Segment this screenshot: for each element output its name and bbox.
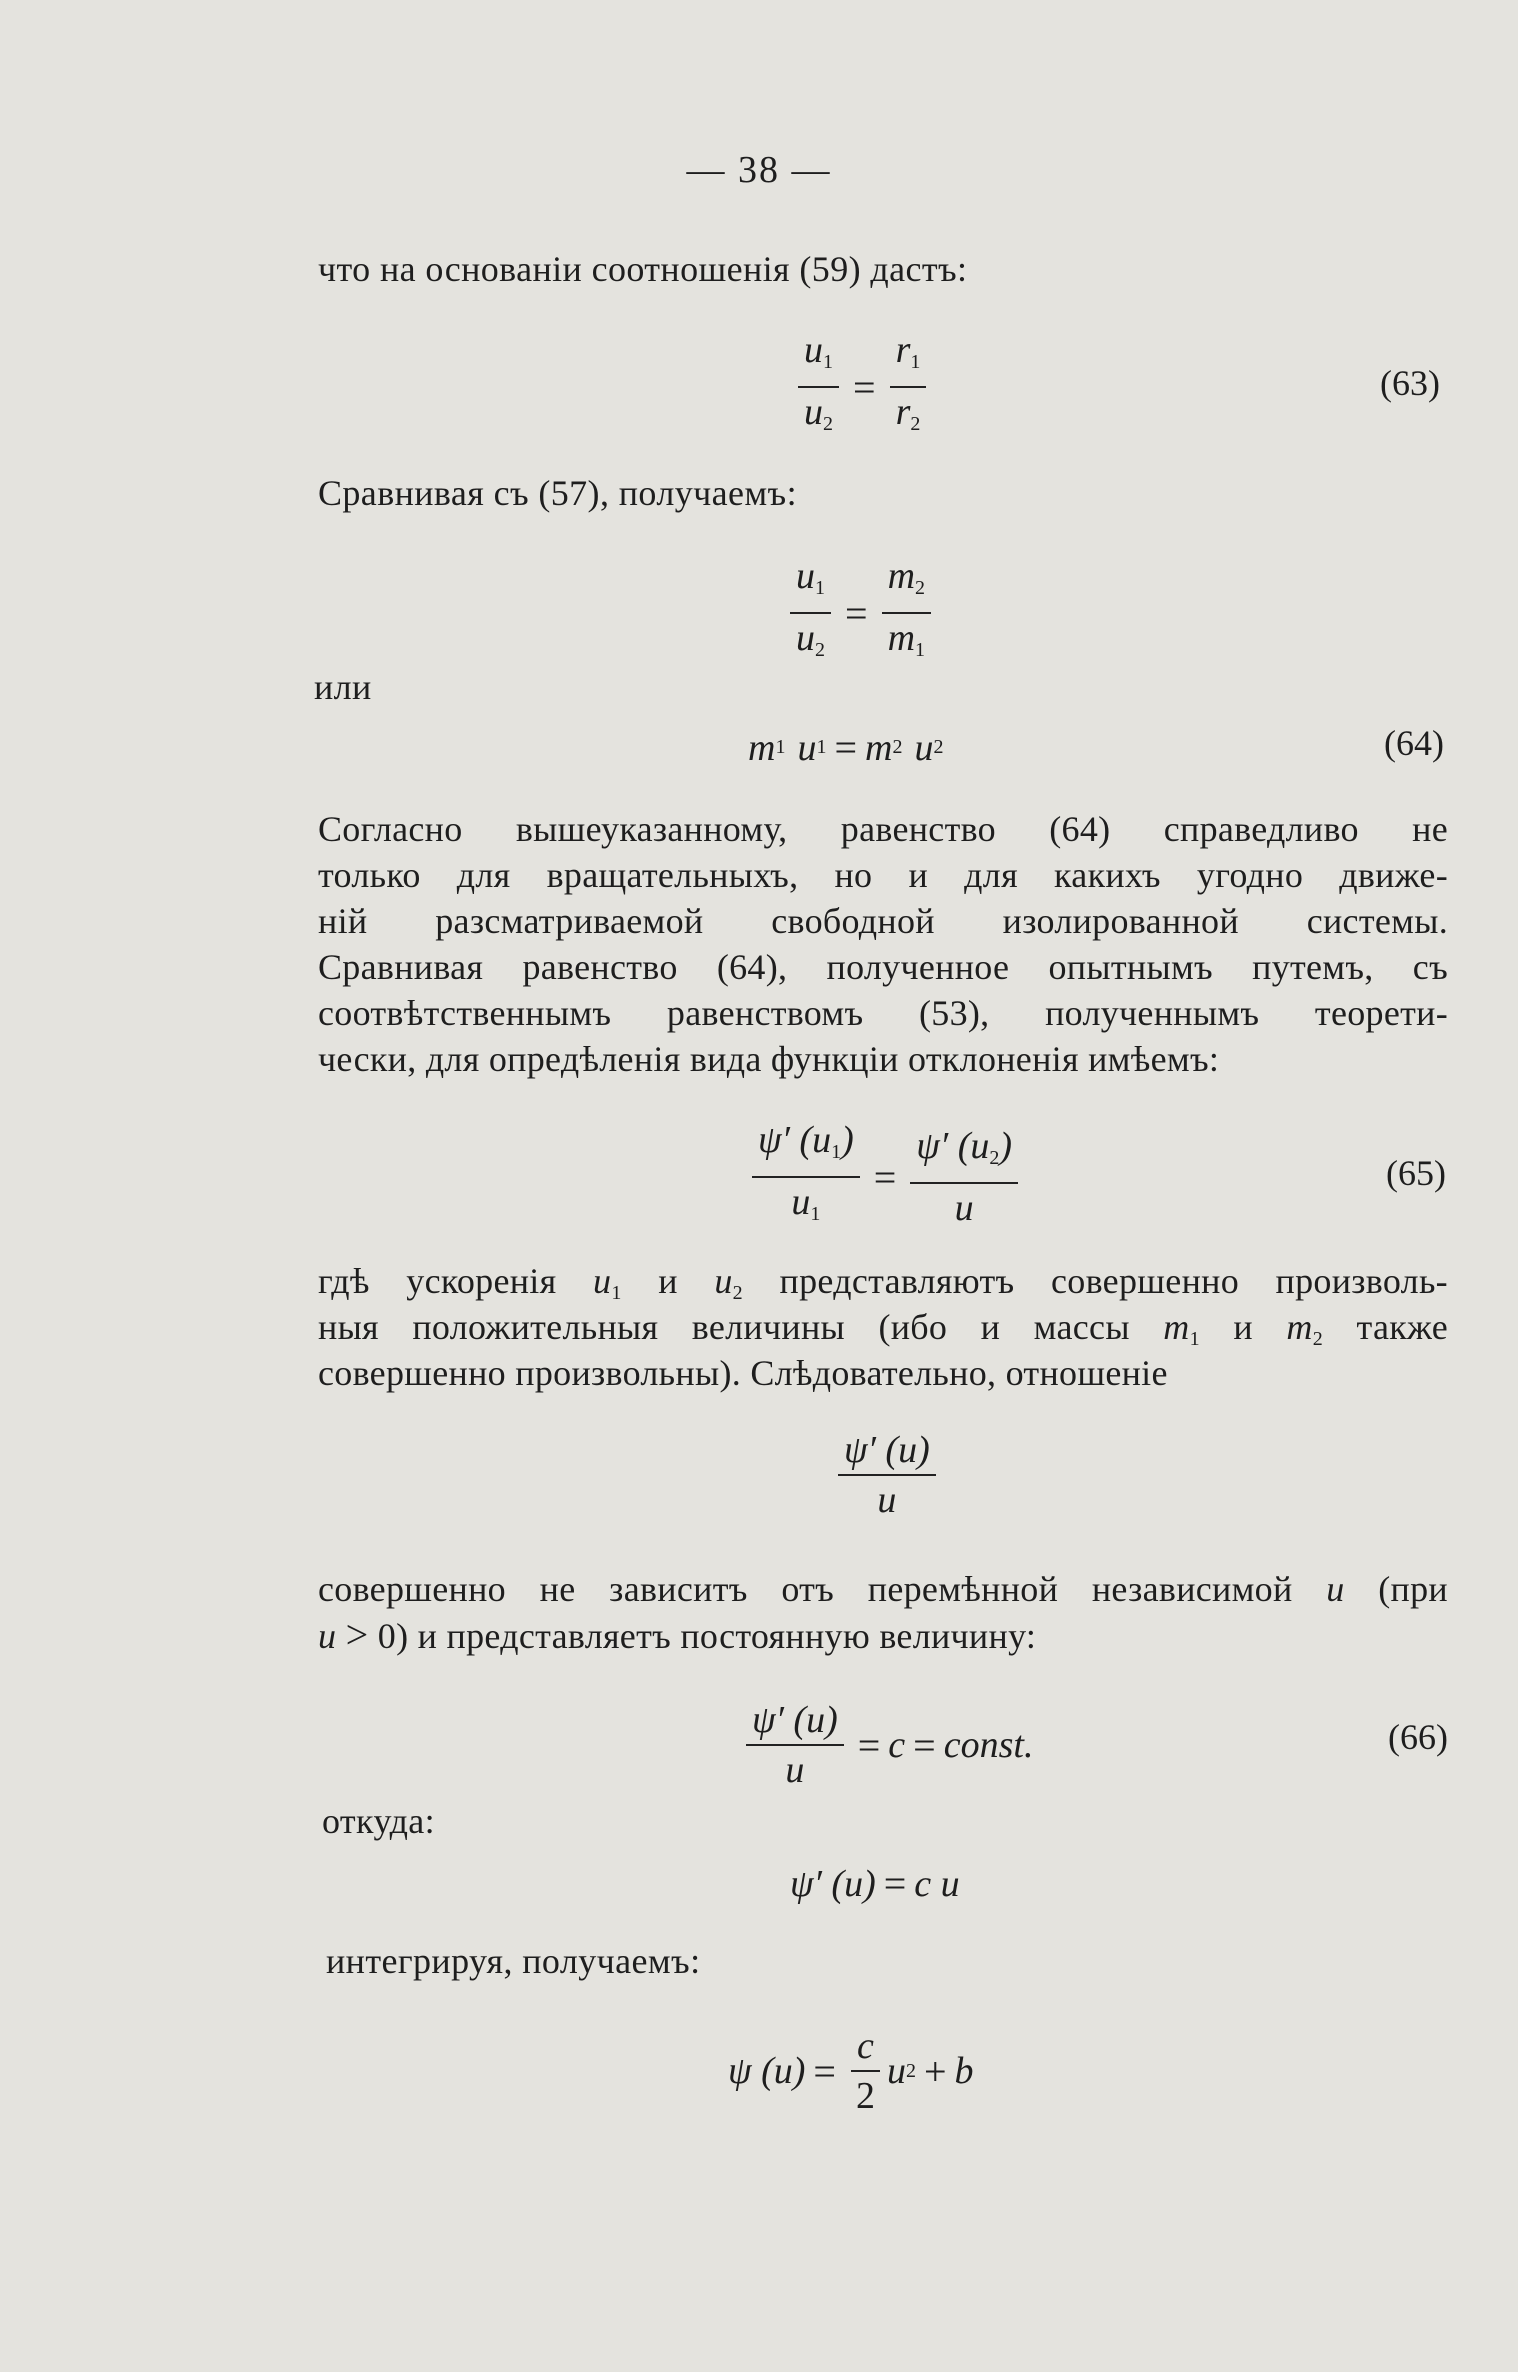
equation-63: $\frac{u_1}{u_2}$ = $\frac{r_1}{r_2}$ [792, 330, 932, 444]
text-line: что на основанiи соотношенiя (59) дастъ: [318, 249, 968, 289]
fraction: $\frac{r_1}{r_2}$ [890, 330, 927, 444]
page-number: — 38 — [686, 149, 832, 191]
text-line: Сравнивая равенство (64), полученное опытнымъ путемъ, съ [318, 947, 1448, 987]
text-line: гдѣ ускоренiя $u_1$ и $u_2$ представляютъ совершенно произволь- [318, 1261, 1448, 1304]
text-line: только для вращательныхъ, но и для какихъ угодно движе- [318, 855, 1448, 895]
equation-number: (65) [1386, 1153, 1446, 1193]
text-line: Сравнивая съ (57), получаемъ: [318, 473, 797, 513]
fraction: $\frac{u_1}{u_2}$ [790, 556, 831, 670]
text-line: соотвѣтственнымъ равенствомъ (53), полученнымъ теорети- [318, 993, 1448, 1033]
paragraph [318, 806, 1448, 1082]
equation-66: $\frac{\psi' (u)}{u}$ = c = const. [740, 1700, 1033, 1790]
text-line: совершенно произвольны). Слѣдовательно, отношенiе [318, 1353, 1168, 1393]
fraction: $\frac{\psi' (u)}{u}$ [746, 1700, 844, 1790]
paragraph [318, 1566, 1448, 1658]
equation-ratio [832, 1430, 942, 1520]
text-line: или [314, 667, 372, 707]
text-line: чески, для опредѣленiя вида функцiи отклоненiя имѣемъ: [318, 1039, 1220, 1079]
equation-mass-ratio: $\frac{u_1}{u_2}$ = $\frac{m_2}{m_1}$ [784, 556, 937, 670]
text-line: откуда: [322, 1801, 436, 1841]
equation-derivative: ψ′ (u) = c u [790, 1861, 960, 1906]
equation-number: (64) [1384, 723, 1444, 763]
text-line: Согласно вышеуказанному, равенство (64) справедливо не [318, 809, 1448, 849]
text-line: u > 0) и представляетъ постоянную величину: [318, 1612, 1037, 1657]
fraction: $\frac{m_2}{m_1}$ [882, 556, 931, 670]
fraction: $\frac{\psi' (u_2)}{u}$ [910, 1126, 1018, 1228]
paragraph [318, 1258, 1448, 1396]
equation-64: m 1 u 1 = m 2 u 2 [748, 725, 944, 770]
fraction: $\frac{u_1}{u_2}$ [798, 330, 839, 444]
fraction: $\frac{\psi' (u_1)}{u_1}$ [752, 1120, 860, 1234]
text-line: интегрируя, получаемъ: [326, 1941, 701, 1981]
equation-number: (66) [1388, 1717, 1448, 1757]
equation-number: (63) [1380, 363, 1440, 403]
text-line: нiй разсматриваемой свободной изолированной системы. [318, 901, 1448, 941]
fraction: $\frac{c}{2}$ [850, 2026, 881, 2116]
text-line: совершенно не зависитъ отъ перемѣнной независимой u (при [318, 1569, 1448, 1609]
equation-integral: ψ (u) = $\frac{c}{2}$ u 2 + b [728, 2025, 974, 2117]
equation-65: $\frac{\psi' (u_1)}{u_1}$ = $\frac{\psi' (u_2)}{u}$ [746, 1120, 1024, 1234]
fraction: $\frac{\psi' (u)}{u}$ [838, 1430, 936, 1520]
text-line: ныя положительныя величины (ибо и массы $m_1$ и $m_2$ также [318, 1307, 1448, 1350]
